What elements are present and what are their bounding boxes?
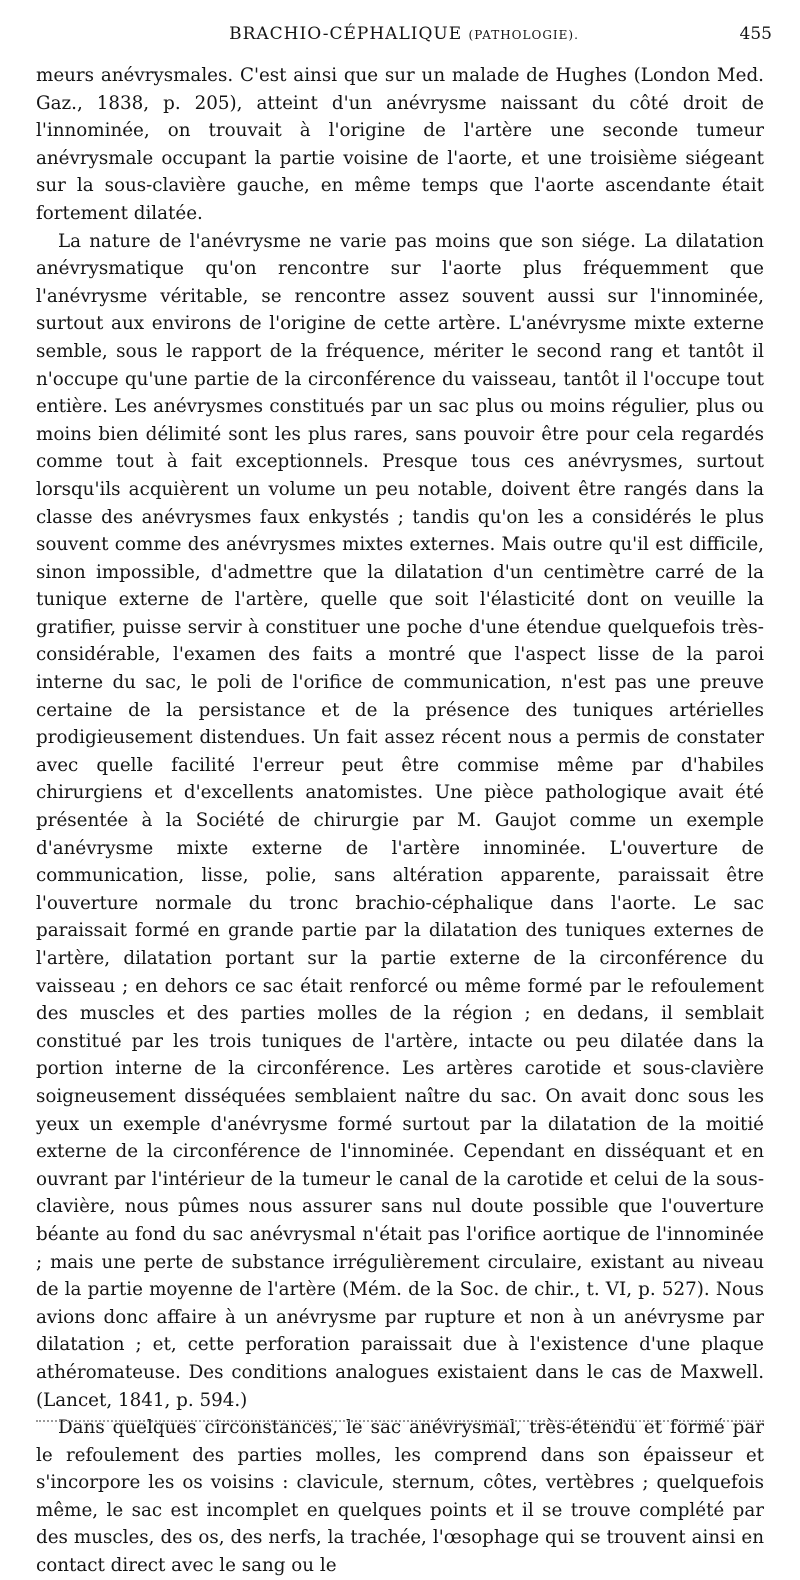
bottom-dotted-rule	[36, 1420, 764, 1422]
running-title	[34, 24, 774, 44]
running-title-section: (PATHOLOGIE).	[468, 28, 579, 42]
paragraph-continuation: meurs anévrysmales. C'est ainsi que sur un malade de Hughes (London Med. Gaz., 1838, p. 205), atteint d'un anévrysme naissant du côté droit de l'innominée, on trouvait à l'origine de l'artère une seconde tumeur anévrysmale occupant la partie voisine de l'aorte, et une troisième siégeant sur la sous-clavière gauche, en même temps que l'aorte ascendante était fortement dilatée.	[36, 65, 764, 224]
body-text	[36, 62, 764, 1580]
paragraph-nature: La nature de l'anévrysme ne varie pas moins que son siége. La dilatation anévrysmatique qu'on rencontre sur l'aorte plus fréquemment que l'anévrysme véritable, se rencontre assez souvent aussi sur l'innominée, surtout aux environs de l'origine de cette artère. L'anévrysme mixte externe semble, sous le rapport de la fréquence, mériter le second rang et tantôt il n'occupe qu'une partie de la circonférence du vaisseau, tantôt il l'occupe tout entière. Les anévrysmes constitués par un sac plus ou moins régulier, plus ou moins bien délimité sont les plus rares, sans pouvoir être pour cela regardés comme tout à fait exceptionnels. Presque tous ces anévrysmes, surtout lorsqu'ils acquièrent un volume un peu notable, doivent être rangés dans la classe des anévrysmes faux enkystés ; tandis qu'on les a considérés le plus souvent comme des anévrysmes mixtes externes. Mais outre qu'il est difficile, sinon impossible, d'admettre que la dilatation d'un centimètre carré de la tunique externe de l'artère, quelle que soit l'élasticité dont on veuille la gratifier, puisse servir à constituer une poche d'une étendue quelquefois très-considérable, l'examen des faits a montré que l'aspect lisse de la paroi interne du sac, le poli de l'orifice de communication, n'est pas une preuve certaine de la persistance et de la présence des tuniques artérielles prodigieusement distendues. Un fait assez récent nous a permis de constater avec quelle facilité l'erreur peut être commise même par d'habiles chirurgiens et d'excellents anatomistes. Une pièce pathologique avait été présentée à la Société de chirurgie par M. Gaujot comme un exemple d'anévrysme mixte externe de l'artère innominée. L'ouverture de communication, lisse, polie, sans altération apparente, paraissait être l'ouverture normale du tronc brachio-céphalique dans l'aorte. Le sac paraissait formé en grande partie par la dilatation des tuniques externes de l'artère, dilatation portant sur la partie externe de la circonférence du vaisseau ; en dehors ce sac était renforcé ou même formé par le refoulement des muscles et des parties molles de la région ; en dedans, il semblait constitué par les trois tuniques de l'artère, intacte ou peu dilatée dans la portion interne de la circonférence. Les artères carotide et sous-clavière soigneusement disséquées semblaient naître du sac. On avait donc sous les yeux un exemple d'anévrysme formé surtout par la dilatation de la moitié externe de la circonférence de l'innominée. Cependant en disséquant et en ouvrant par l'intérieur de la tumeur le canal de la carotide et celui de la sous-clavière, nous pûmes nous assurer sans nul doute possible que l'ouverture béante au fond du sac anévrysmal n'était pas l'orifice aortique de l'innominée ; mais une perte de substance irrégulièrement circulaire, existant au niveau de la partie moyenne de l'artère (Mém. de la Soc. de chir., t. VI, p. 527). Nous avions donc affaire à un anévrysme par rupture et non à un anévrysme par dilatation ; et, cette perforation paraissait due à l'existence d'une plaque athéromateuse. Des conditions analogues existaient dans le cas de Maxwell. (Lancet, 1841, p. 594.)	[36, 230, 764, 1411]
paragraph-circonstances: Dans quelques circonstances, le sac anévrysmal, très-étendu et formé par le refoulement des parties molles, les comprend dans son épaisseur et s'incorpore les os voisins : clavicule, sternum, côtes, vertèbres ; quelquefois même, le sac est incomplet en quelques points et il se trouve complété par des muscles, des os, des nerfs, la trachée, l'œsophage qui se trouvent ainsi en contact direct avec le sang ou le	[36, 1417, 764, 1577]
page-number: 455	[739, 24, 772, 44]
running-title-text: BRACHIO-CÉPHALIQUE	[229, 24, 463, 44]
running-header	[34, 24, 774, 54]
